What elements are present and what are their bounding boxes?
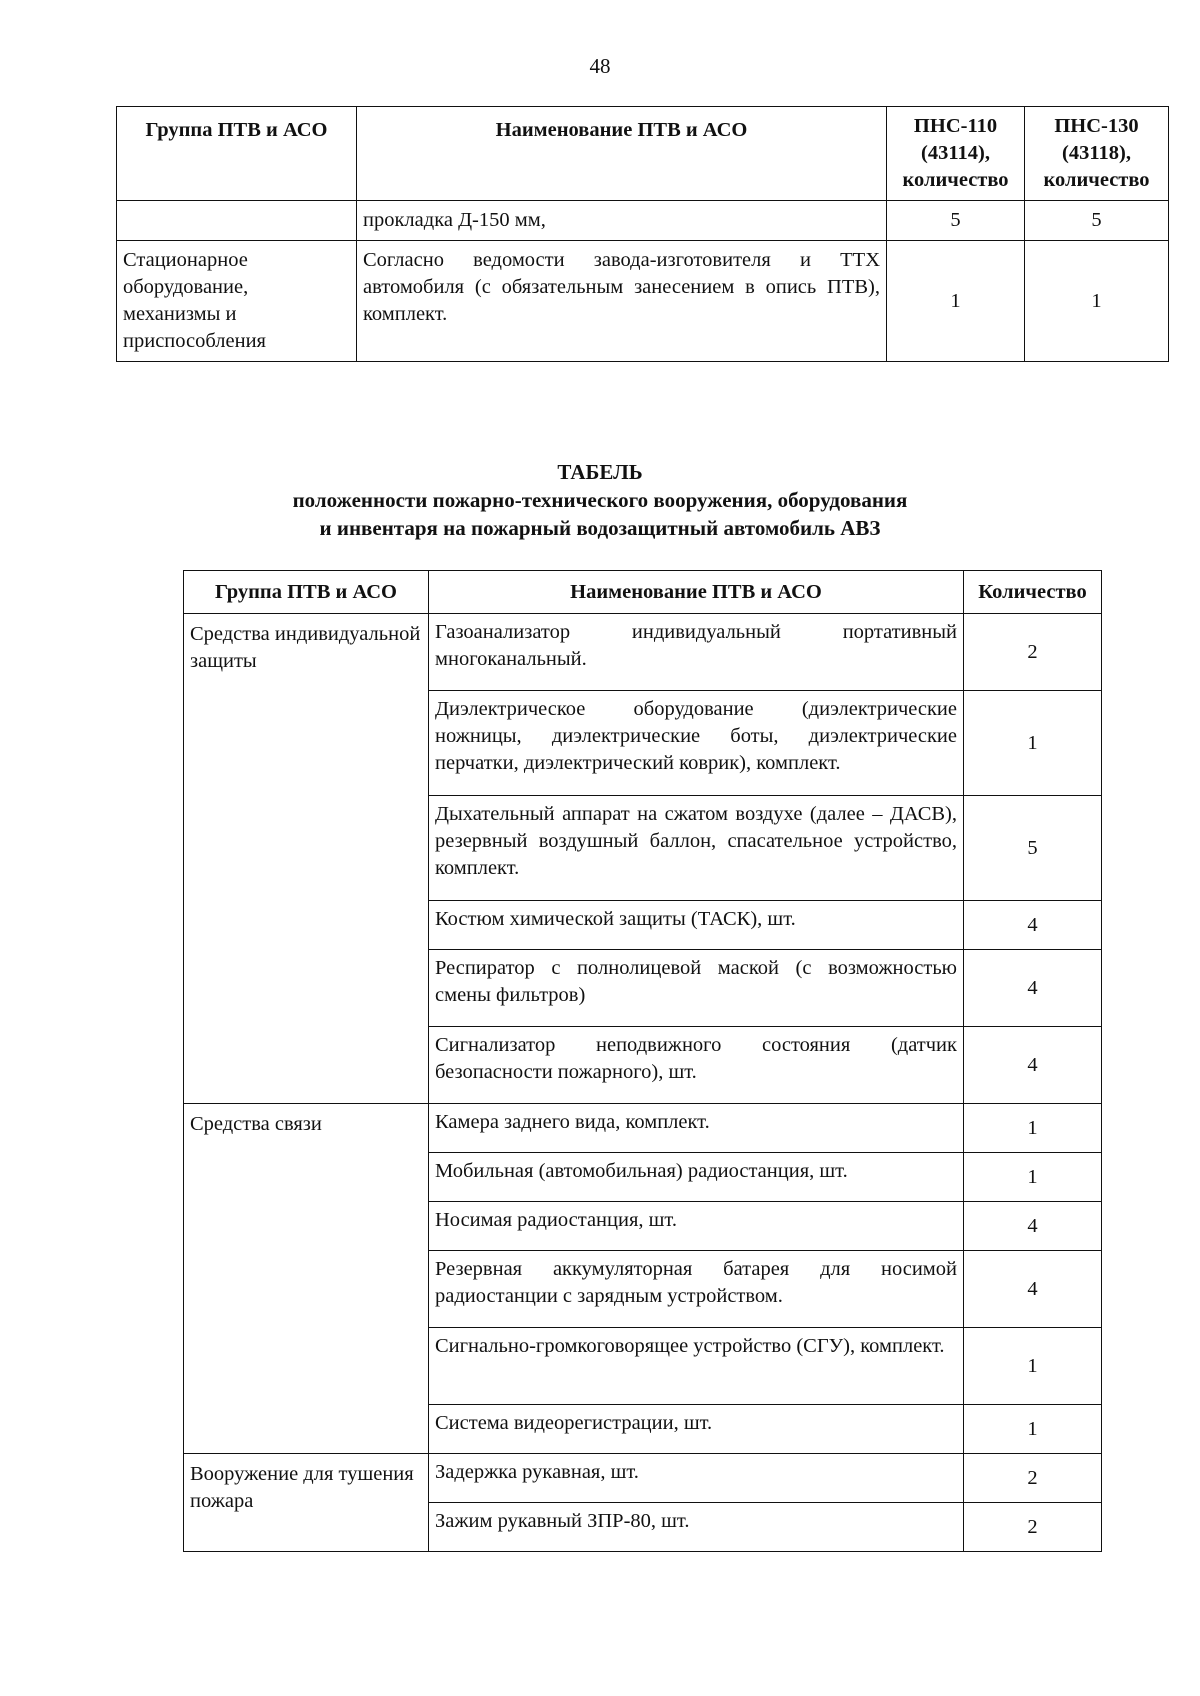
qty-cell: 5	[964, 796, 1102, 901]
qty-cell: 1	[887, 241, 1025, 362]
name-cell: Диэлектрическое оборудование (диэлектрические ножницы, диэлектрические боты, диэлектрические перчатки, диэлектрический коврик), комплект.	[429, 691, 964, 796]
qty-cell: 4	[964, 901, 1102, 950]
name-cell: Мобильная (автомобильная) радиостанция, шт.	[429, 1153, 964, 1202]
equipment-table	[183, 570, 1102, 1552]
name-cell: Дыхательный аппарат на сжатом воздухе (далее – ДАСВ), резервный воздушный баллон, спасательное устройство, комплект.	[429, 796, 964, 901]
group-cell: Вооружение для тушения пожара	[184, 1454, 429, 1552]
qty-cell: 1	[964, 1104, 1102, 1153]
name-cell: Сигнализатор неподвижного состояния (датчик безопасности пожарного), шт.	[429, 1027, 964, 1104]
name-cell: Согласно ведомости завода-изготовителя и ТТХ автомобиля (с обязательным занесением в опись ПТВ), комплект.	[357, 241, 887, 362]
header-pns130	[1025, 107, 1169, 201]
name-cell: Костюм химической защиты (ТАСК), шт.	[429, 901, 964, 950]
name-cell: прокладка Д-150 мм,	[357, 201, 887, 241]
table-header-row	[117, 107, 1169, 201]
group-cell: Средства индивидуальной защиты	[184, 614, 429, 1104]
name-cell: Зажим рукавный ЗПР-80, шт.	[429, 1503, 964, 1552]
group-cell: Стационарное оборудование, механизмы и приспособления	[117, 241, 357, 362]
heading-line: и инвентаря на пожарный водозащитный автомобиль АВЗ	[319, 516, 881, 540]
qty-cell: 4	[964, 1202, 1102, 1251]
qty-cell: 4	[964, 950, 1102, 1027]
name-cell: Резервная аккумуляторная батарея для носимой радиостанции с зарядным устройством.	[429, 1251, 964, 1328]
header-pns130-line: ПНС-130	[1054, 115, 1139, 137]
qty-cell: 5	[1025, 201, 1169, 241]
name-cell: Камера заднего вида, комплект.	[429, 1104, 964, 1153]
header-pns130-line: (43118),	[1062, 142, 1131, 164]
qty-cell: 2	[964, 614, 1102, 691]
group-cell	[117, 201, 357, 241]
qty-cell: 1	[964, 691, 1102, 796]
qty-cell: 2	[964, 1454, 1102, 1503]
page-number: 48	[589, 54, 611, 78]
qty-cell: 1	[1025, 241, 1169, 362]
qty-cell: 4	[964, 1027, 1102, 1104]
table-header-row	[184, 571, 1102, 614]
header-group: Группа ПТВ и АСО	[117, 107, 357, 201]
name-cell: Система видеорегистрации, шт.	[429, 1405, 964, 1454]
table-row	[184, 1454, 1102, 1503]
table-row	[117, 201, 1169, 241]
header-pns110-line: (43114),	[921, 142, 990, 164]
header-name: Наименование ПТВ и АСО	[357, 107, 887, 201]
table-row	[184, 614, 1102, 691]
header-pns110	[887, 107, 1025, 201]
qty-cell: 2	[964, 1503, 1102, 1552]
name-cell: Задержка рукавная, шт.	[429, 1454, 964, 1503]
header-group: Группа ПТВ и АСО	[184, 571, 429, 614]
qty-cell: 1	[964, 1153, 1102, 1202]
name-cell: Сигнально-громкоговорящее устройство (СГУ), комплект.	[429, 1328, 964, 1405]
header-pns130-line: количество	[1043, 169, 1150, 191]
heading-title: ТАБЕЛЬ	[557, 460, 643, 484]
continuation-table	[116, 106, 1169, 362]
header-name: Наименование ПТВ и АСО	[429, 571, 964, 614]
qty-cell: 1	[964, 1328, 1102, 1405]
header-quantity: Количество	[964, 571, 1102, 614]
heading-line: положенности пожарно-технического вооружения, оборудования	[292, 488, 908, 512]
name-cell: Носимая радиостанция, шт.	[429, 1202, 964, 1251]
header-pns110-line: ПНС-110	[913, 115, 998, 137]
table-row	[184, 1104, 1102, 1153]
qty-cell: 5	[887, 201, 1025, 241]
qty-cell: 4	[964, 1251, 1102, 1328]
qty-cell: 1	[964, 1405, 1102, 1454]
header-pns110-line: количество	[902, 169, 1009, 191]
table-row	[117, 241, 1169, 362]
name-cell: Газоанализатор индивидуальный портативный многоканальный.	[429, 614, 964, 691]
name-cell: Респиратор с полнолицевой маской (с возможностью смены фильтров)	[429, 950, 964, 1027]
group-cell: Средства связи	[184, 1104, 429, 1454]
document-heading	[0, 458, 1200, 542]
